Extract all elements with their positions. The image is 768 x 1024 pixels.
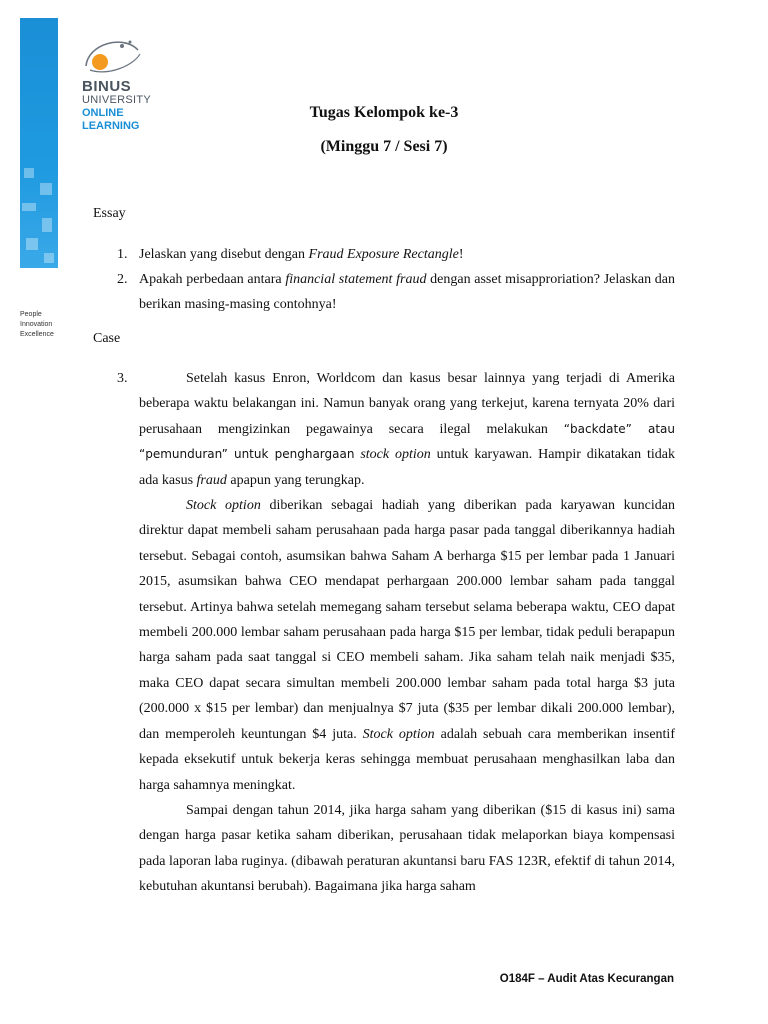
- page-footer: O184F – Audit Atas Kecurangan: [499, 973, 674, 985]
- case-label: Case: [93, 331, 121, 346]
- case-paragraph-2: Stock option diberikan sebagai hadiah yang diberikan pada karyawan kuncidan direktur dapat membeli saham perusahaan pada harga pasar pada tanggal diberikannya hadiah tersebut. Sebagai contoh, asumsikan bahwa Saham A berharga $15 per lembar pada 1 Januari 2015, asumsikan bahwa CEO mendapat perhargaan 200.000 lembar saham pada tanggal tersebut. Artinya bahwa setelah memegang saham tersebut selama beberapa waktu, CEO dapat membeli 200.000 lembar saham perusahaan pada harga $15 per lembar, tidak peduli berapapun harga saham pada saat tanggal si CEO membeli saham. Jika saham telah naik menjadi $35, maka CEO dapat secara simultan membeli 200.000 lembar saham pada total harga $3 juta (200.000 x $15 per lembar) dan menjualnya $7 juta ($35 per lembar dikali 200.000 lembar), dan memperoleh keuntungan $4 juta. Stock option adalah sebuah cara memberikan insentif kepada eksekutif untuk bekerja keras sehingga membuat perusahaan menghasilkan laba dan harga sahamnya meningkat.: [139, 498, 675, 793]
- logo-emblem-icon: [78, 36, 148, 76]
- case-paragraph-3: Sampai dengan tahun 2014, jika harga saham yang diberikan ($15 di kasus ini) sama dengan harga pasar ketika saham diberikan, perusahaan tidak melaporkan biaya kompensasi pada laporan laba ruginya. (dibawah peraturan akuntansi baru FAS 123R, efektif di tahun 2014, kebutuhan akuntansi berubah). Bagaimana jika harga saham: [139, 802, 675, 895]
- case-body: [139, 366, 675, 900]
- page-subtitle: (Minggu 7 / Sesi 7): [320, 138, 448, 155]
- tagline: People Innovation Excellence: [20, 311, 54, 338]
- case-number: 3.: [117, 371, 128, 386]
- online-learning-label: ONLINE LEARNING: [82, 107, 140, 132]
- essay-label: Essay: [93, 206, 126, 221]
- case-paragraph-1: Setelah kasus Enron, Worldcom dan kasus besar lainnya yang terjadi di Amerika beberapa waktu belakangan ini. Namun banyak orang yang terkejut, karena ternyata 20% dari perusahaan mengizinkan pegawainya secara ilegal melakukan “backdate” atau “pemunduran” untuk penghargaan stock option untuk karyawan. Hampir dikatakan tidak ada kasus fraud apapun yang terungkap.: [139, 371, 676, 488]
- page-title: Tugas Kelompok ke-3: [309, 104, 459, 121]
